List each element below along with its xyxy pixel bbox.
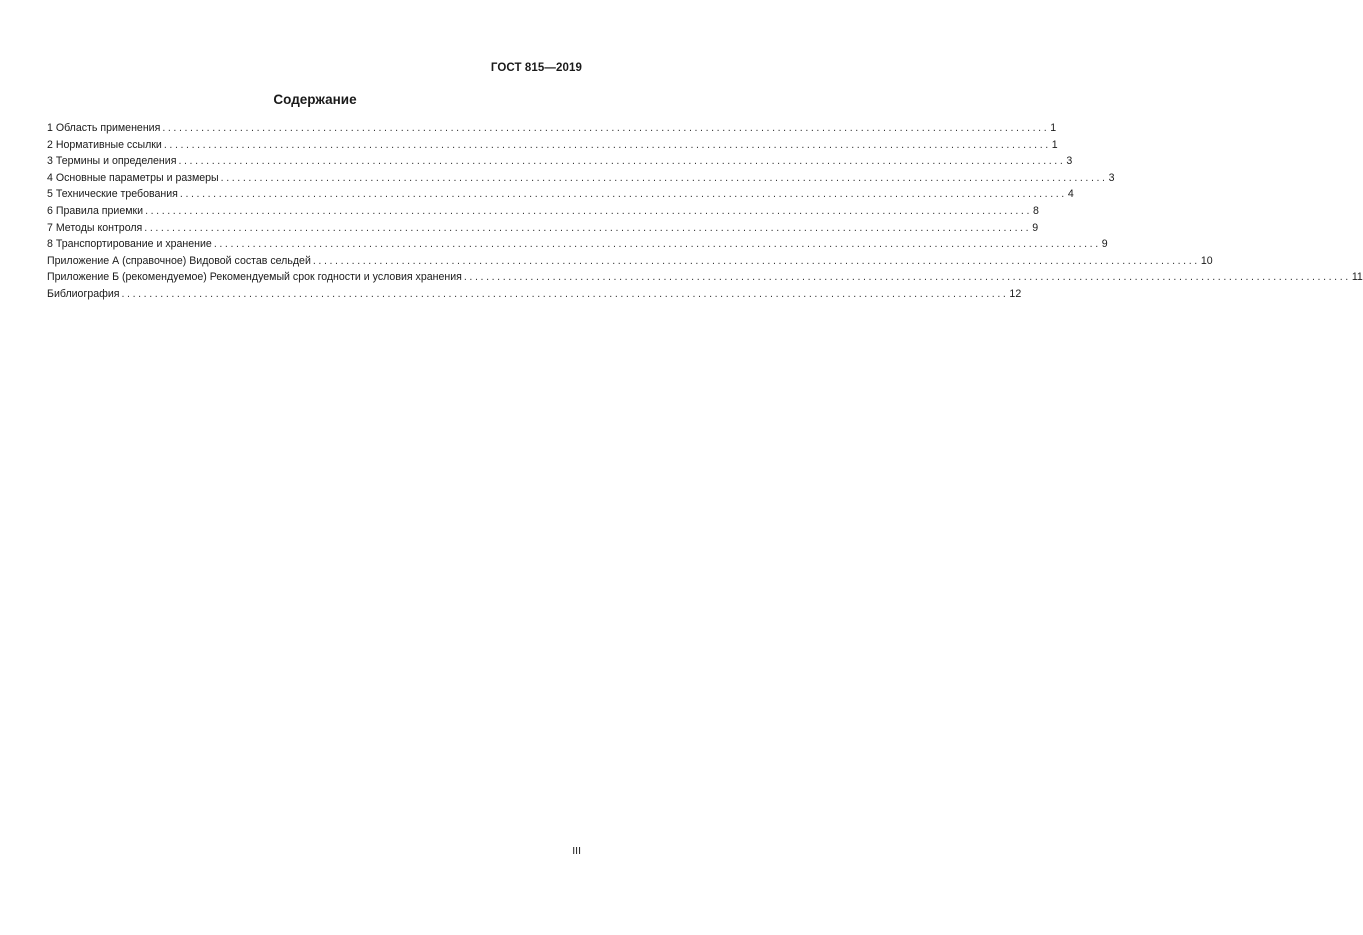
- toc-entry-label: Приложение Б (рекомендуемое) Рекомендуемый срок годности и условия хранения: [47, 271, 462, 284]
- toc-entry-6[interactable]: [47, 203, 1039, 220]
- toc-entry-label: 3 Термины и определения: [47, 155, 177, 168]
- toc-entry-5[interactable]: [47, 186, 1074, 203]
- table-of-contents: [47, 120, 1363, 303]
- toc-entry-page: 12: [1009, 287, 1022, 300]
- toc-entry-7[interactable]: [47, 220, 1039, 237]
- toc-leader-dots: ................................................................................................................................................................: [178, 155, 1066, 168]
- toc-leader-dots: ................................................................................................................................................................: [162, 122, 1050, 134]
- document-code: ГОСТ 815—2019: [490, 62, 582, 74]
- toc-leader-dots: ................................................................................................................................................................: [463, 271, 1351, 284]
- toc-title: Содержание: [273, 92, 357, 107]
- toc-entry-label: Библиография: [47, 287, 120, 300]
- toc-entry-label: 4 Основные параметры и размеры: [47, 171, 219, 184]
- toc-entry-page: 4: [1067, 188, 1074, 201]
- toc-entry-label: 2 Нормативные ссылки: [47, 138, 162, 151]
- toc-entry-3[interactable]: [47, 153, 1073, 170]
- toc-entry-label: 8 Транспортирование и хранение: [47, 238, 212, 251]
- toc-entry-page: 8: [1033, 204, 1039, 217]
- toc-leader-dots: ................................................................................................................................................................: [163, 138, 1051, 151]
- toc-entry-appendix-a[interactable]: [47, 253, 1213, 270]
- toc-leader-dots: ................................................................................................................................................................: [121, 287, 1009, 300]
- toc-entry-page: 9: [1101, 238, 1108, 251]
- toc-leader-dots: ................................................................................................................................................................: [145, 204, 1033, 217]
- toc-entry-8[interactable]: [47, 236, 1108, 253]
- toc-entry-page: 3: [1066, 155, 1073, 168]
- toc-entry-page: 1: [1051, 138, 1058, 151]
- toc-entry-label: 6 Правила приемки: [47, 204, 144, 217]
- toc-leader-dots: ................................................................................................................................................................: [213, 238, 1101, 251]
- toc-leader-dots: ................................................................................................................................................................: [220, 171, 1108, 184]
- toc-leader-dots: ................................................................................................................................................................: [312, 254, 1200, 267]
- toc-entry-1[interactable]: [47, 120, 1057, 137]
- toc-entry-page: 3: [1108, 171, 1115, 184]
- toc-entry-page: 10: [1200, 254, 1213, 267]
- toc-entry-label: 5 Технические требования: [47, 188, 178, 201]
- toc-entry-page: 9: [1032, 221, 1039, 234]
- page-number: III: [572, 845, 581, 857]
- toc-entry-appendix-b[interactable]: [47, 269, 1363, 286]
- toc-entry-2[interactable]: [47, 137, 1058, 154]
- toc-entry-label: Приложение А (справочное) Видовой состав сельдей: [47, 254, 311, 267]
- toc-entry-page: 1: [1050, 122, 1057, 134]
- toc-entry-bibliography[interactable]: [47, 286, 1022, 303]
- toc-entry-label: 1 Область применения: [47, 122, 161, 134]
- toc-entry-4[interactable]: [47, 170, 1115, 187]
- toc-leader-dots: ................................................................................................................................................................: [179, 188, 1067, 201]
- toc-entry-page: 11: [1351, 271, 1363, 284]
- toc-entry-label: 7 Методы контроля: [47, 221, 143, 234]
- toc-leader-dots: ................................................................................................................................................................: [144, 221, 1032, 234]
